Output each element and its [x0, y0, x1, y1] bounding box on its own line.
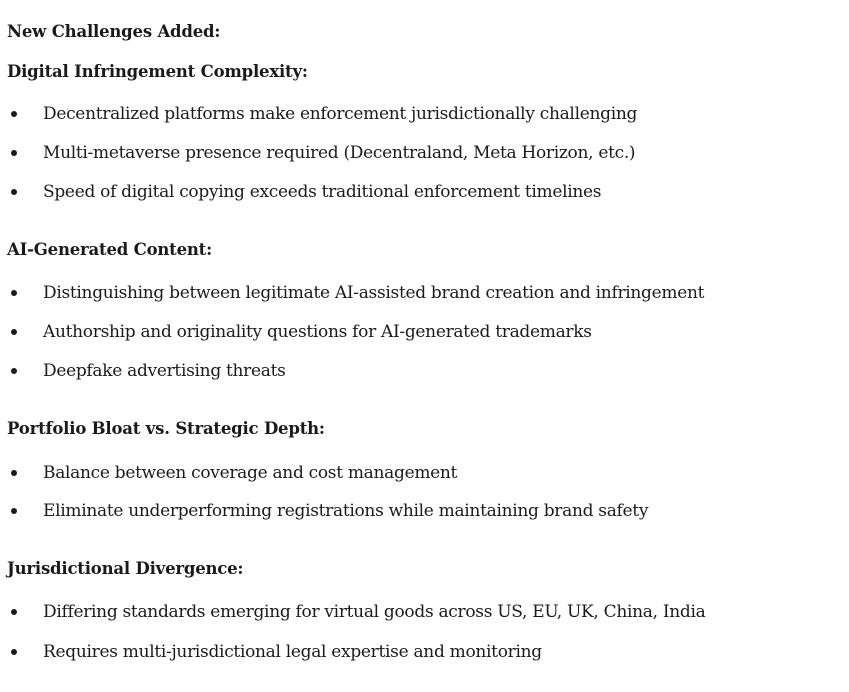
section-heading-jurisdictional-divergence: Jurisdictional Divergence:: [7, 559, 244, 578]
bullet-icon: [11, 329, 17, 335]
bullet-icon: [11, 290, 17, 296]
bullet-icon: [11, 189, 17, 195]
list-item-text: Differing standards emerging for virtual goods across US, EU, UK, China, India: [43, 602, 706, 622]
list-item-text: Decentralized platforms make enforcement jurisdictionally challenging: [43, 104, 638, 124]
list-item-text: Balance between coverage and cost management: [43, 463, 458, 483]
bullet-icon: [11, 649, 17, 655]
bullet-icon: [11, 368, 17, 374]
section-heading-digital-infringement: Digital Infringement Complexity:: [7, 62, 308, 81]
list-item-text: Requires multi-jurisdictional legal expertise and monitoring: [43, 642, 542, 662]
bullet-icon: [11, 150, 17, 156]
bullet-icon: [11, 609, 17, 615]
list-item-text: Authorship and originality questions for AI-generated trademarks: [43, 322, 592, 342]
bullet-icon: [11, 470, 17, 476]
section-heading-portfolio-bloat: Portfolio Bloat vs. Strategic Depth:: [7, 419, 325, 438]
bullet-icon: [11, 111, 17, 117]
list-item-text: Multi-metaverse presence required (Decentraland, Meta Horizon, etc.): [43, 143, 636, 163]
section-heading-ai-generated-content: AI-Generated Content:: [7, 240, 212, 259]
page-title: New Challenges Added:: [7, 22, 221, 41]
bullet-icon: [11, 508, 17, 514]
list-item-text: Speed of digital copying exceeds traditional enforcement timelines: [43, 182, 602, 202]
list-item-text: Deepfake advertising threats: [43, 361, 286, 381]
list-item-text: Eliminate underperforming registrations while maintaining brand safety: [43, 501, 649, 521]
list-item-text: Distinguishing between legitimate AI-assisted brand creation and infringement: [43, 283, 705, 303]
